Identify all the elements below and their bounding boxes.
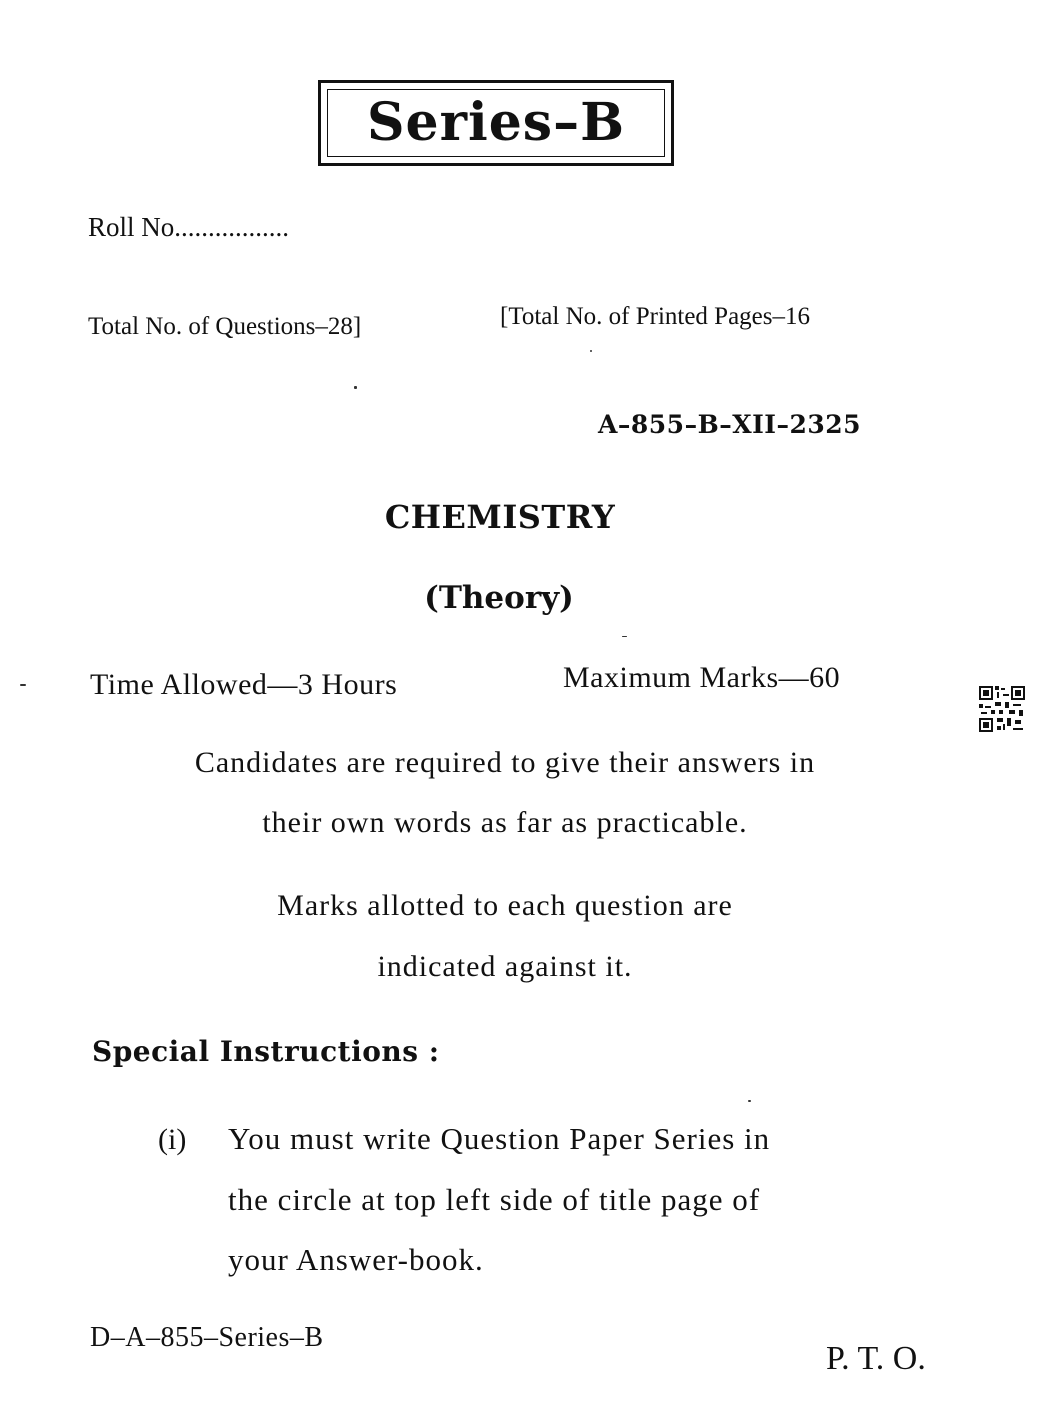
special-instructions-heading: Special Instructions : [92,1035,440,1068]
scan-speck [20,684,26,686]
total-printed-pages: [Total No. of Printed Pages–16 [500,303,811,330]
marks-note-line-2: indicated against it. [377,950,633,983]
roll-number-field: Roll No................. [88,212,290,242]
instruction-line: You must write Question Paper Series in [228,1121,771,1156]
paper-code: A–855–B–XII–2325 [598,410,862,439]
scan-speck [590,350,592,352]
instruction-number: (i) [158,1123,187,1156]
scan-speck [354,386,357,389]
marks-note-line-1: Marks allotted to each question are [277,889,733,922]
footer-pto: P. T. O. [826,1340,926,1377]
candidates-note-line-1: Candidates are required to give their answers in [194,746,816,779]
candidates-note-line-2: their own words as far as practicable. [262,806,748,839]
total-questions: Total No. of Questions–28] [88,313,362,340]
series-box [318,80,674,166]
instruction-line: your Answer-book. [228,1242,484,1277]
paper-type: (Theory) [424,580,574,616]
scan-speck [622,636,627,637]
subject-title: CHEMISTRY [384,498,616,536]
scan-speck [748,1100,751,1102]
series-label: Series–B [366,92,626,153]
time-allowed: Time Allowed—3 Hours [90,668,398,701]
maximum-marks: Maximum Marks—60 [563,661,841,694]
instruction-line: the circle at top left side of title page of [228,1182,761,1217]
qr-code-icon [979,686,1025,732]
footer-series-code: D–A–855–Series–B [90,1322,324,1353]
